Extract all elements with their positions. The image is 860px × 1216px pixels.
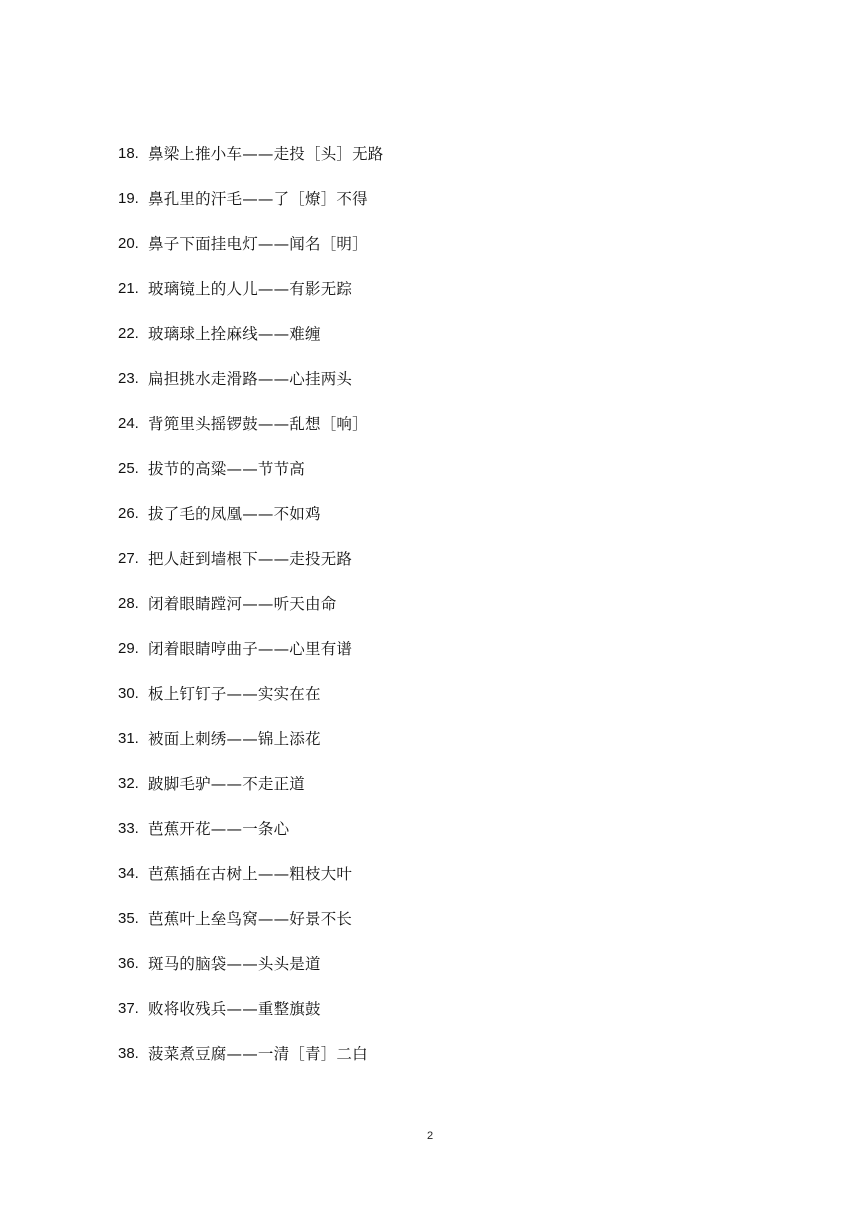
item-text: 败将收残兵——重整旗鼓: [148, 1000, 321, 1018]
list-item: [118, 680, 384, 725]
item-text: 板上钉钉子——实实在在: [148, 685, 321, 703]
list-item: [118, 410, 384, 455]
item-text: 跛脚毛驴——不走正道: [148, 775, 306, 793]
list-item: [118, 1040, 384, 1085]
list-item: [118, 320, 384, 365]
item-text: 芭蕉插在古树上——粗枝大叶: [148, 865, 353, 883]
item-number: 35.: [118, 910, 139, 927]
item-text: 把人赶到墙根下——走投无路: [148, 550, 353, 568]
page-number: 2: [426, 1130, 434, 1142]
item-text: 斑马的脑袋——头头是道: [148, 955, 321, 973]
item-number: 26.: [118, 505, 139, 522]
item-text: 菠菜煮豆腐——一清［青］二白: [148, 1045, 368, 1063]
item-number: 37.: [118, 1000, 139, 1017]
list-item: [118, 455, 384, 500]
item-text: 玻璃镜上的人儿——有影无踪: [148, 280, 353, 298]
item-text: 芭蕉开花——一条心: [148, 820, 290, 838]
item-number: 19.: [118, 190, 139, 207]
item-text: 闭着眼睛蹚河——听天由命: [148, 595, 337, 613]
item-text: 闭着眼睛哼曲子——心里有谱: [148, 640, 353, 658]
item-text: 鼻子下面挂电灯——闻名［明］: [148, 235, 368, 253]
item-number: 30.: [118, 685, 139, 702]
list-item: [118, 770, 384, 815]
item-number: 28.: [118, 595, 139, 612]
item-number: 29.: [118, 640, 139, 657]
list-item: [118, 635, 384, 680]
list-item: [118, 950, 384, 995]
item-number: 25.: [118, 460, 139, 477]
list-item: [118, 140, 384, 185]
list-item: [118, 905, 384, 950]
xiehouyu-list: [118, 140, 384, 1085]
list-item: [118, 815, 384, 860]
item-number: 21.: [118, 280, 139, 297]
list-item: [118, 995, 384, 1040]
item-text: 玻璃球上拴麻线——难缠: [148, 325, 321, 343]
item-number: 31.: [118, 730, 139, 747]
item-number: 36.: [118, 955, 139, 972]
item-number: 34.: [118, 865, 139, 882]
item-number: 20.: [118, 235, 139, 252]
list-item: [118, 275, 384, 320]
item-text: 被面上刺绣——锦上添花: [148, 730, 321, 748]
item-number: 32.: [118, 775, 139, 792]
item-number: 33.: [118, 820, 139, 837]
item-number: 38.: [118, 1045, 139, 1062]
item-text: 拔节的高粱——节节高: [148, 460, 306, 478]
list-item: [118, 725, 384, 770]
item-text: 拔了毛的凤凰——不如鸡: [148, 505, 321, 523]
list-item: [118, 185, 384, 230]
item-text: 芭蕉叶上垒鸟窝——好景不长: [148, 910, 353, 928]
item-number: 22.: [118, 325, 139, 342]
list-item: [118, 230, 384, 275]
item-number: 24.: [118, 415, 139, 432]
item-number: 27.: [118, 550, 139, 567]
item-number: 23.: [118, 370, 139, 387]
list-item: [118, 590, 384, 635]
item-text: 背篼里头摇锣鼓——乱想［响］: [148, 415, 368, 433]
item-text: 鼻孔里的汗毛——了［燎］不得: [148, 190, 368, 208]
item-number: 18.: [118, 145, 139, 162]
list-item: [118, 545, 384, 590]
item-text: 扁担挑水走滑路——心挂两头: [148, 370, 353, 388]
list-item: [118, 860, 384, 905]
item-text: 鼻梁上推小车——走投［头］无路: [148, 145, 384, 163]
list-item: [118, 500, 384, 545]
list-item: [118, 365, 384, 410]
